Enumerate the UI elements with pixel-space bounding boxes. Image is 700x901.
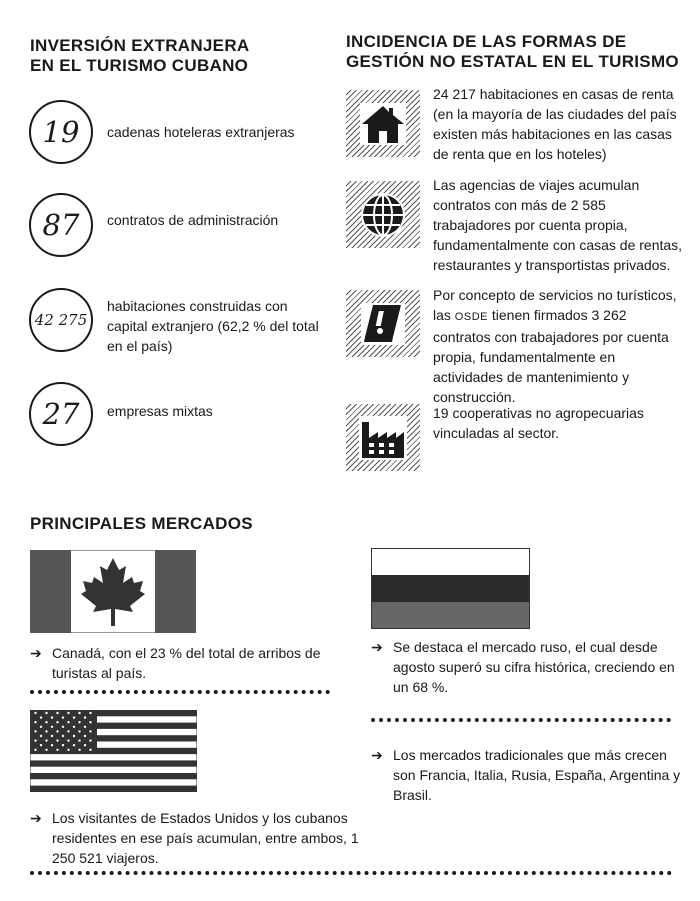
- flag-star: [51, 744, 53, 746]
- market-description: Los mercados tradicionales que más crecen son Francia, Italia, Rusia, España, Argentina y Brasil.: [393, 747, 681, 803]
- flag-star: [40, 716, 42, 718]
- flag-star: [62, 716, 64, 718]
- non-state-management-heading: [346, 32, 679, 72]
- incidence-text-part: tienen firmados 3 262 contratos con trabajadores por cuenta propia, fundamentalmente en actividades de mantenimiento y construcción.: [433, 307, 669, 405]
- flag-star: [67, 721, 69, 723]
- usa-flag: [30, 710, 197, 792]
- flag-star: [45, 739, 47, 741]
- flag-star: [56, 749, 58, 751]
- flag-star: [73, 716, 75, 718]
- flag-star: [89, 712, 91, 714]
- flag-star: [89, 721, 91, 723]
- flag-star: [89, 749, 91, 751]
- incidence-text: 19 cooperativas no agropecuarias vinculadas al sector.: [433, 405, 644, 441]
- flag-star: [40, 744, 42, 746]
- arrow-icon: ➔: [30, 810, 42, 826]
- flag-star: [62, 744, 64, 746]
- flag-star: [84, 735, 86, 737]
- flag-star: [78, 739, 80, 741]
- incidence-text-part: Por concepto de servicios no turísticos, las: [433, 287, 677, 323]
- canada-flag: [30, 550, 196, 633]
- arrow-icon: ➔: [30, 645, 42, 661]
- stat-text: empresas mixtas: [107, 403, 213, 419]
- foreign-investment-heading: [30, 36, 249, 76]
- flag-star: [84, 744, 86, 746]
- heading-line: EN EL TURISMO CUBANO: [30, 56, 249, 75]
- flag-star: [45, 712, 47, 714]
- warning-book-icon: [346, 290, 420, 357]
- flag-star: [34, 739, 36, 741]
- flag-star: [56, 739, 58, 741]
- flag-star: [56, 721, 58, 723]
- stat-number: 87: [42, 208, 80, 242]
- flag-star: [78, 749, 80, 751]
- heading-line: INCIDENCIA DE LAS FORMAS DE: [346, 32, 627, 51]
- flag-star: [62, 726, 64, 728]
- flag-star: [45, 721, 47, 723]
- main-markets-heading: PRINCIPALES MERCADOS: [30, 514, 253, 533]
- stat-number: 27: [42, 397, 80, 431]
- flag-star: [62, 735, 64, 737]
- flag-star: [73, 744, 75, 746]
- flag-star: [34, 721, 36, 723]
- flag-star: [67, 730, 69, 732]
- flag-star: [51, 735, 53, 737]
- flag-star: [67, 712, 69, 714]
- dotted-divider: [371, 718, 671, 722]
- incidence-text: 24 217 habitaciones en casas de renta (en la mayoría de las ciudades del país existen más habitaciones en las casas de renta que en los hoteles): [433, 86, 677, 162]
- flag-star: [78, 721, 80, 723]
- flag-star: [56, 730, 58, 732]
- globe-icon: [346, 181, 420, 248]
- flag-star: [84, 716, 86, 718]
- stat-number-circle: [29, 100, 93, 164]
- heading-line: INVERSIÓN EXTRANJERA: [30, 36, 250, 55]
- incidence-text: [433, 285, 683, 407]
- stat-text: contratos de administración: [107, 212, 279, 228]
- stat-text: cadenas hoteleras extranjeras: [107, 124, 295, 140]
- usa-market-text: [30, 808, 360, 868]
- stat-number: 19: [42, 115, 80, 149]
- flag-star: [73, 735, 75, 737]
- market-description: Se destaca el mercado ruso, el cual desde agosto superó su cifra histórica, creciendo en un 68 %.: [393, 639, 675, 695]
- russia-flag: [371, 548, 530, 629]
- stat-text: habitaciones construidas con capital extranjero (62,2 % del total en el país): [107, 298, 319, 354]
- market-description: Los visitantes de Estados Unidos y los cubanos residentes en ese país acumulan, entre ambos, 1 250 521 viajeros.: [52, 810, 359, 866]
- market-description: Canadá, con el 23 % del total de arribos de turistas al país.: [52, 645, 321, 681]
- flag-star: [89, 739, 91, 741]
- flag-star: [67, 739, 69, 741]
- flag-star: [51, 726, 53, 728]
- flag-star: [34, 730, 36, 732]
- flag-star: [67, 749, 69, 751]
- flag-star: [34, 712, 36, 714]
- arrow-icon: ➔: [371, 747, 383, 763]
- flag-star: [34, 749, 36, 751]
- flag-star: [89, 730, 91, 732]
- traditional-markets-text: [371, 745, 681, 805]
- stat-number-circle: [29, 382, 93, 446]
- russia-market-text: [371, 637, 681, 697]
- flag-star: [51, 716, 53, 718]
- incidence-text: Las agencias de viajes acumulan contratos con más de 2 585 trabajadores por cuenta propia, fundamentalmente con casas de rentas, restaurantes y transportistas privados.: [433, 177, 683, 273]
- house-icon: [346, 90, 420, 157]
- stat-number: 42 275: [34, 311, 88, 329]
- flag-star: [40, 726, 42, 728]
- heading-line: GESTIÓN NO ESTATAL EN EL TURISMO: [346, 52, 679, 71]
- flag-star: [40, 735, 42, 737]
- flag-star: [73, 726, 75, 728]
- arrow-icon: ➔: [371, 639, 383, 655]
- factory-icon: [346, 404, 420, 471]
- stat-number-circle: [29, 193, 93, 257]
- stat-number-circle: [29, 288, 93, 352]
- flag-star: [84, 726, 86, 728]
- dotted-divider: [30, 690, 330, 694]
- canada-market-text: [30, 643, 330, 683]
- flag-star: [56, 712, 58, 714]
- flag-star: [78, 730, 80, 732]
- flag-star: [45, 749, 47, 751]
- dotted-divider: [30, 871, 672, 875]
- flag-star: [78, 712, 80, 714]
- flag-star: [45, 730, 47, 732]
- osde-abbreviation: OSDE: [454, 311, 488, 323]
